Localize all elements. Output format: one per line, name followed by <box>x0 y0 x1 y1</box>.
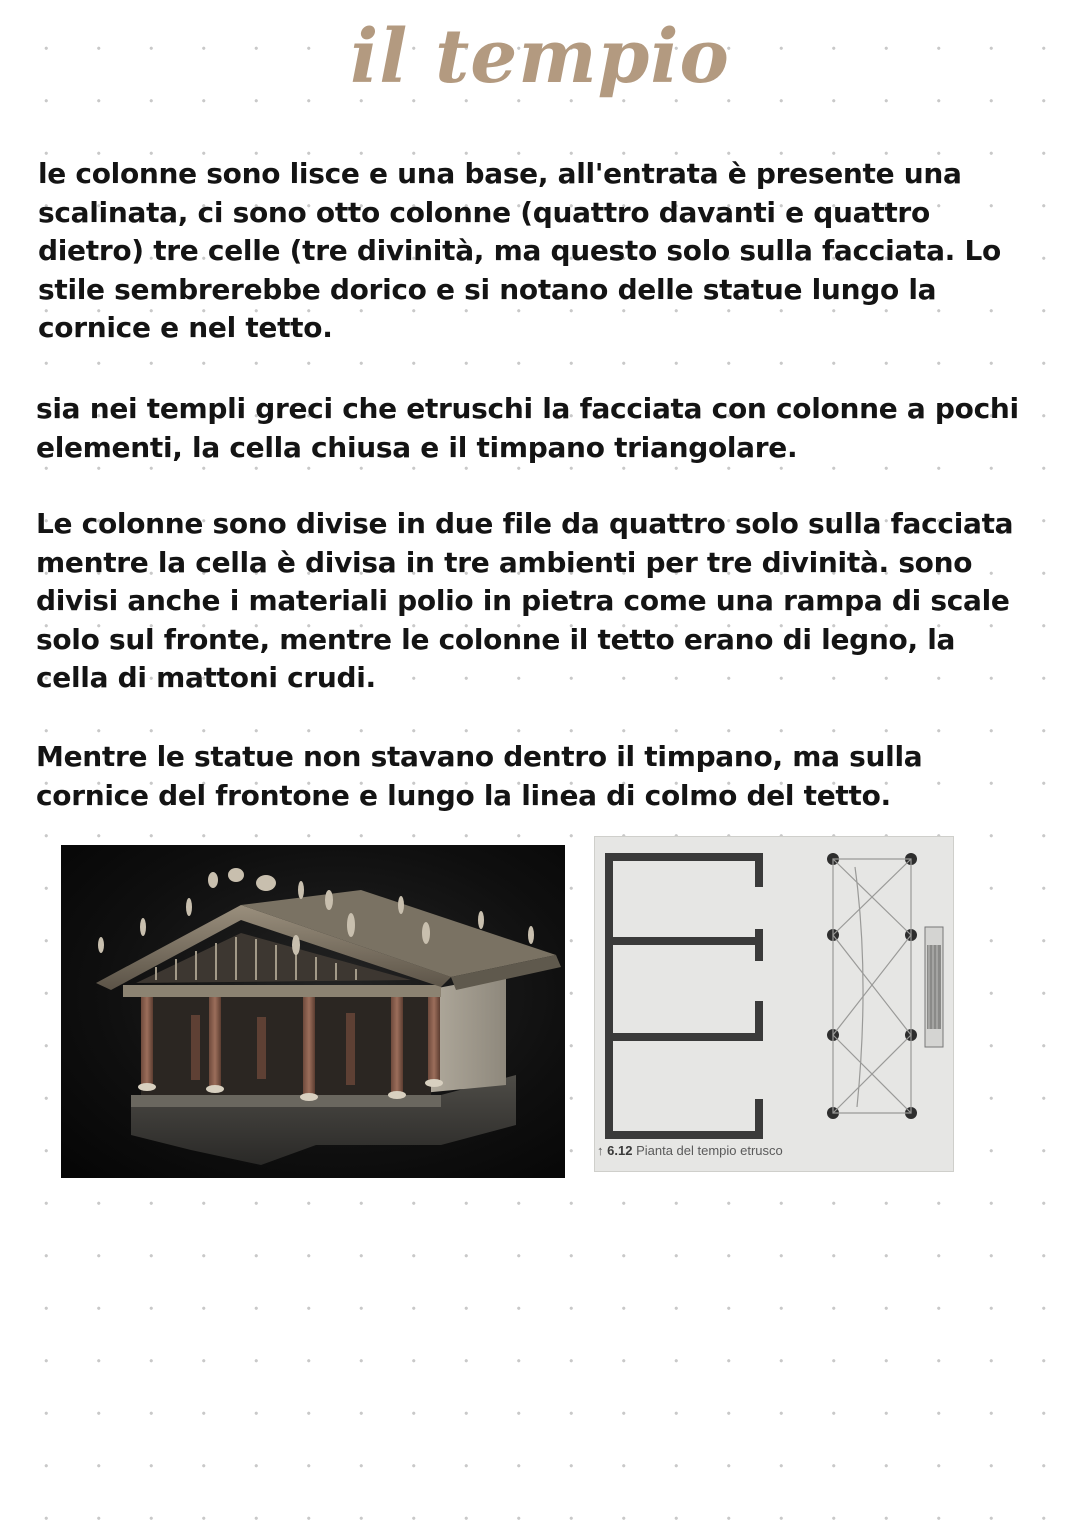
text-line: solo sul fronte, mentre le colonne il tetto erano di legno, la <box>36 622 956 656</box>
paragraph-1 <box>38 155 1073 348</box>
caption-text: Pianta del tempio etrusco <box>636 1143 783 1158</box>
text-line: sia nei templi greci che etruschi la facciata con colonne a pochi <box>36 392 1019 425</box>
arrow-up-icon: ↑ <box>597 1143 604 1158</box>
text-line: stile sembrerebbe dorico e si notano delle statue lungo la <box>38 272 937 306</box>
temple-plan-drawing <box>595 837 955 1173</box>
figure-number: 6.12 <box>607 1143 633 1158</box>
page-title: il tempio <box>350 14 730 100</box>
text-line: dietro) tre celle (tre divinità, ma questo solo sulla facciata. Lo <box>38 234 1001 267</box>
temple-model-illustration <box>61 845 565 1178</box>
text-line: cornice e nel tetto. <box>38 311 333 344</box>
text-line: scalinata, ci sono otto colonne (quattro davanti e quattro <box>38 195 930 229</box>
text-line: Mentre le statue non stavano dentro il timpano, ma sulla <box>36 740 923 773</box>
text-line: cella di mattoni crudi. <box>36 661 376 694</box>
plan-caption <box>597 1143 783 1158</box>
paragraph-3 <box>36 505 1071 698</box>
text-line: le colonne sono lisce e una base, all'entrata è presente una <box>38 157 962 190</box>
temple-model-photo <box>61 845 565 1178</box>
text-line: divisi anche i materiali polio in pietra come una rampa di scale <box>36 584 1010 617</box>
paragraph-4 <box>36 738 1071 815</box>
text-line: mentre la cella è divisa in tre ambienti per tre divinità. sono <box>36 545 973 579</box>
text-line: Le colonne sono divise in due file da quattro solo sulla facciata <box>36 507 1014 540</box>
temple-plan-figure <box>594 836 954 1172</box>
text-line: elementi, la cella chiusa e il timpano triangolare. <box>36 430 798 464</box>
text-line: cornice del frontone e lungo la linea di colmo del tetto. <box>36 778 891 812</box>
paragraph-2 <box>36 390 1071 467</box>
plan-columns <box>827 853 917 1119</box>
